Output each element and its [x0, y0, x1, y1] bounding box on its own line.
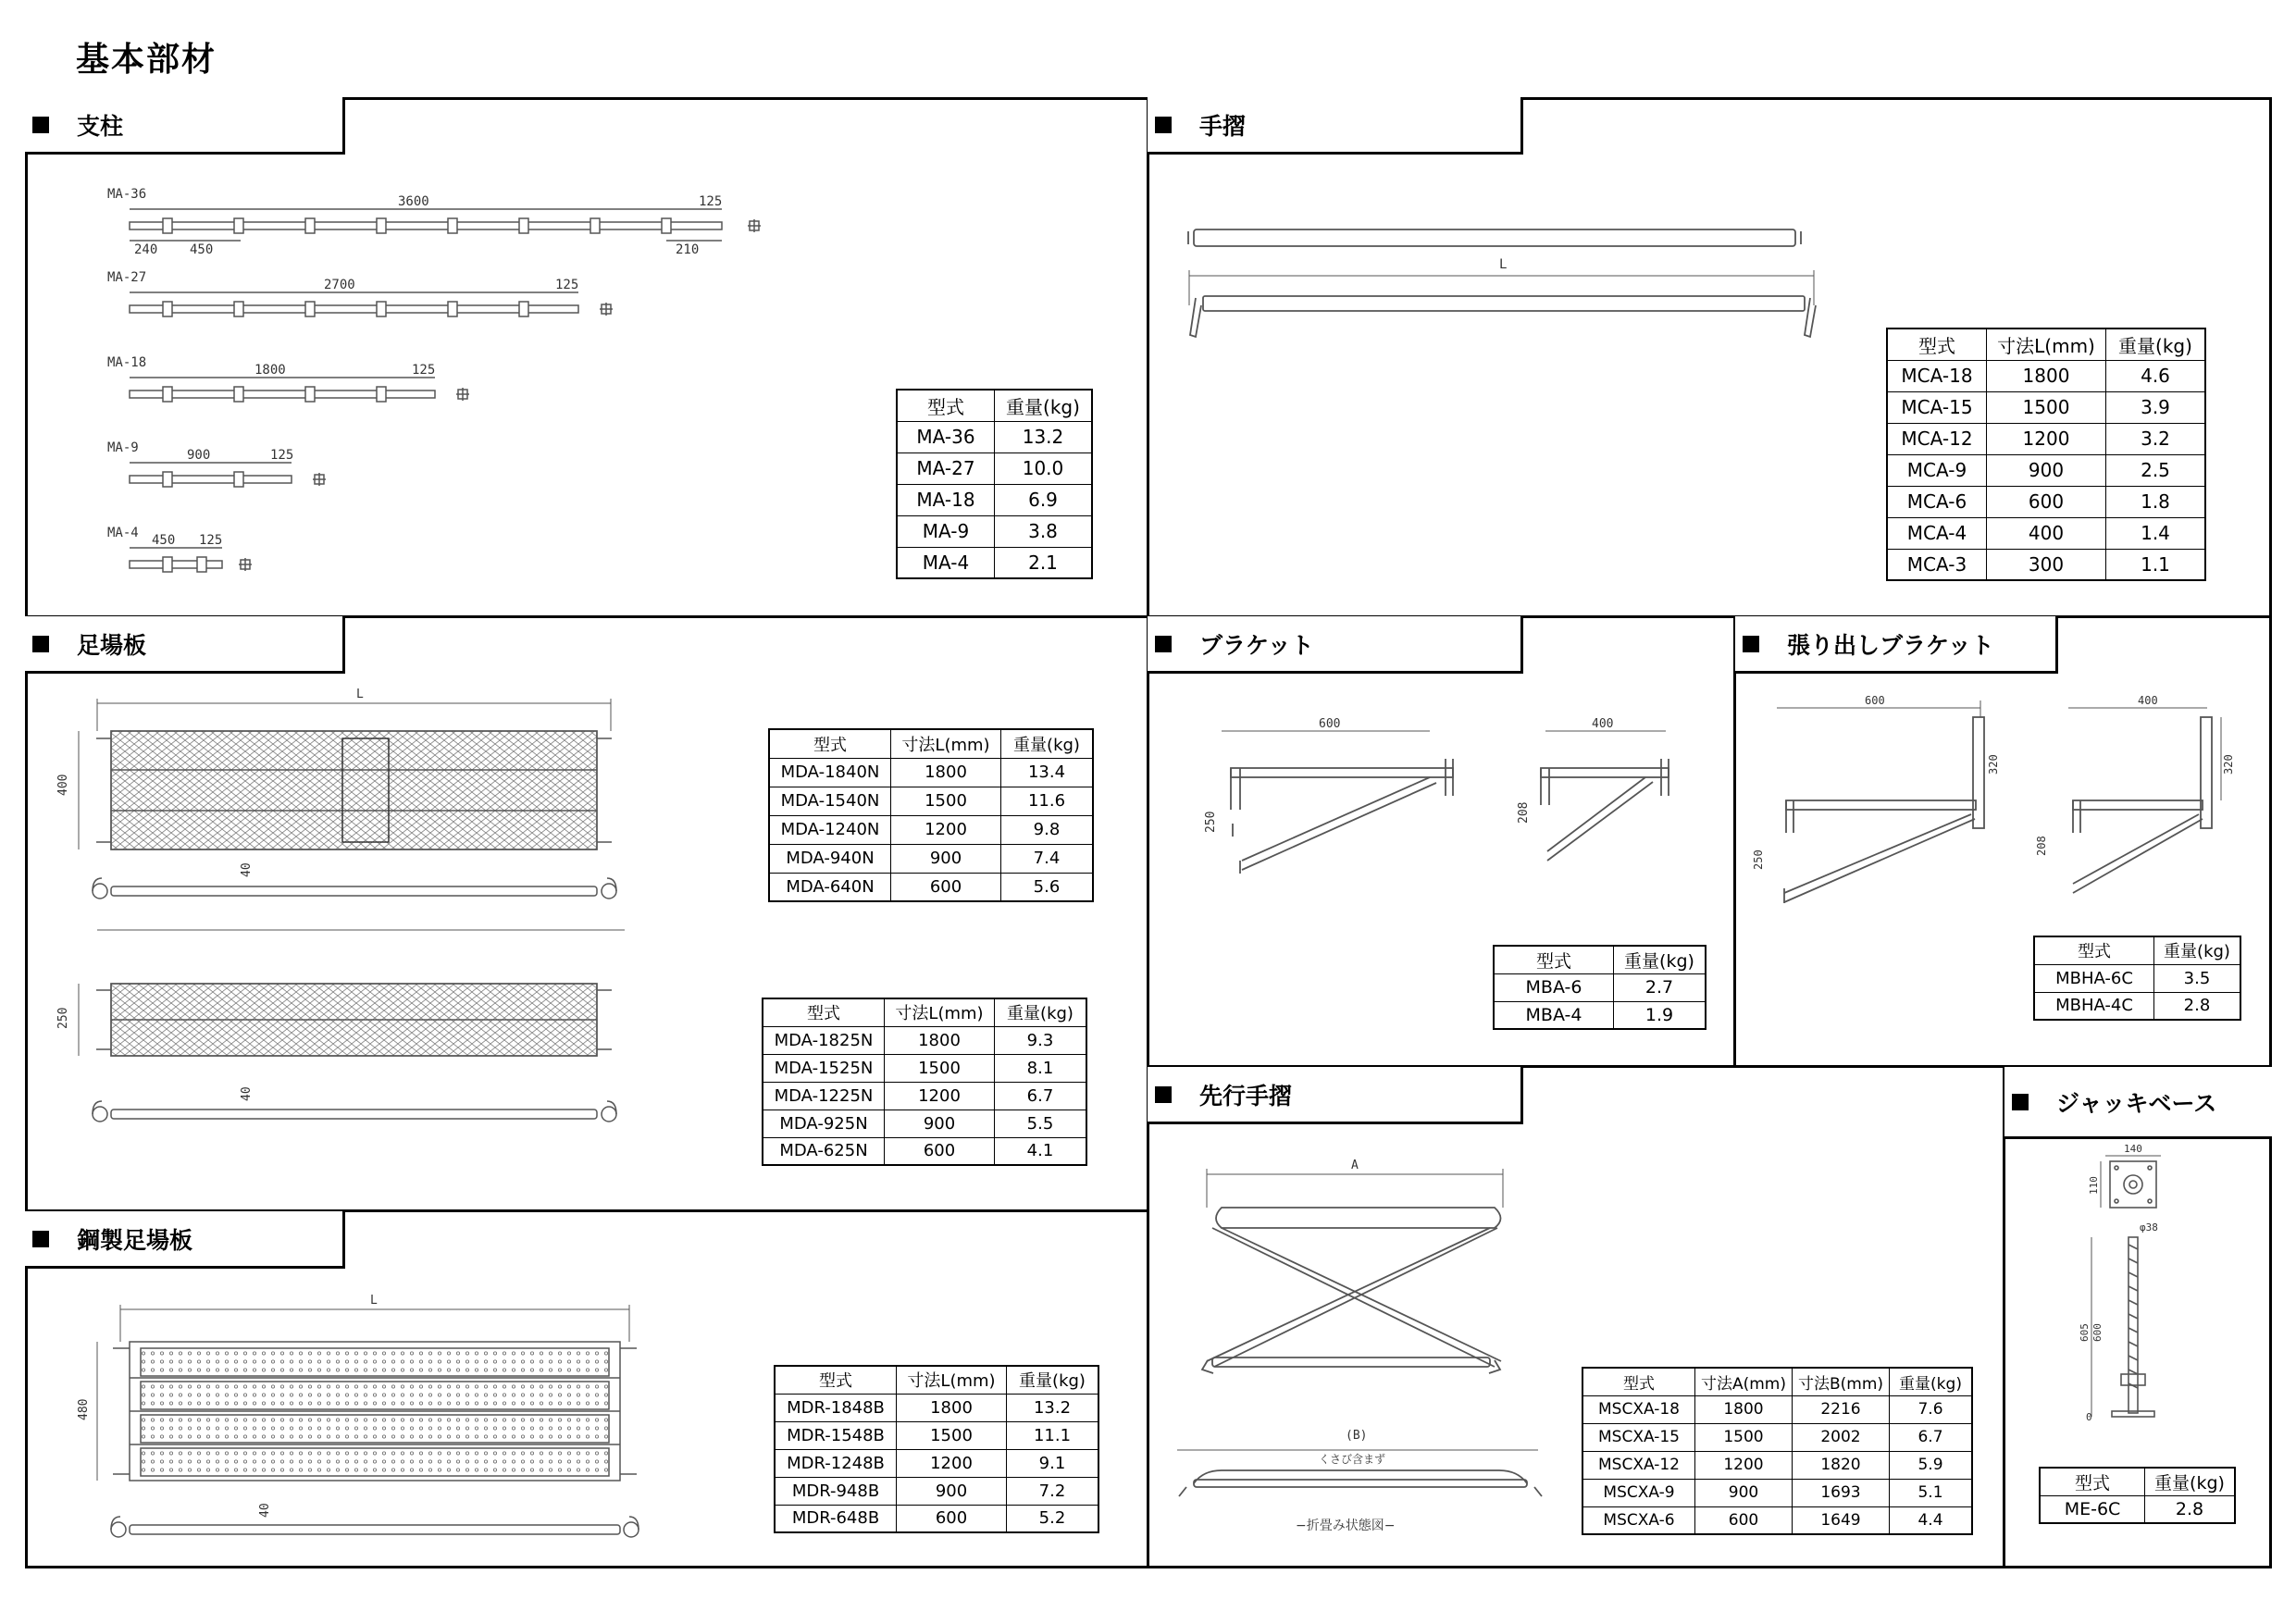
table-row — [1582, 1423, 1972, 1451]
table-tesuri — [1886, 328, 2206, 581]
table-cell: 5.2 — [1007, 1505, 1099, 1532]
dim-208: 208 — [2035, 836, 2048, 856]
label-ma36: MA-36 — [107, 187, 147, 202]
table-cell: MDR-1248B — [775, 1449, 897, 1477]
table-row — [1887, 423, 2205, 454]
table-cell: MDA-940N — [769, 844, 891, 873]
table-cell: MSCXA-6 — [1582, 1506, 1695, 1534]
header-cell: 型式 — [2040, 1468, 2145, 1495]
senko-drawing — [1166, 1152, 1555, 1545]
dim-125: 125 — [270, 448, 294, 463]
section-title-senko — [1148, 1067, 1523, 1124]
table-jack — [2039, 1467, 2236, 1524]
dim-1800: 1800 — [254, 363, 286, 378]
dim-320: 320 — [2222, 754, 2235, 775]
section-title-kosei — [25, 1211, 345, 1269]
dim-L: L — [1499, 257, 1508, 272]
dim-450: 450 — [152, 533, 176, 548]
table-row — [769, 873, 1093, 901]
jack-drawing — [2073, 1143, 2212, 1434]
table-header-row — [1887, 329, 2205, 360]
table-cell: 13.2 — [1007, 1394, 1099, 1421]
dim-208: 208 — [1517, 801, 1531, 824]
table-cell: 1500 — [885, 1054, 995, 1082]
table-cell: 8.1 — [995, 1054, 1087, 1082]
dim-40: 40 — [258, 1503, 272, 1518]
dim-3600: 3600 — [398, 194, 429, 209]
table-row — [897, 452, 1092, 484]
table-cell: 900 — [1695, 1479, 1793, 1506]
table-cell: 1800 — [1987, 360, 2106, 391]
table-row — [1887, 517, 2205, 549]
dim-125: 125 — [699, 194, 723, 209]
table-row — [763, 1026, 1086, 1054]
bullet-square-icon — [1155, 1086, 1172, 1103]
table-ashibaban-2 — [762, 998, 1087, 1166]
table-row — [1887, 360, 2205, 391]
header-cell: 寸法L(mm) — [897, 1366, 1007, 1394]
table-cell: 3.9 — [2106, 391, 2206, 423]
table-cell: 900 — [897, 1477, 1007, 1505]
table-cell: 600 — [1987, 486, 2106, 517]
table-bracket — [1493, 945, 1706, 1030]
header-cell: 型式 — [763, 998, 885, 1026]
table-cell: MDA-1240N — [769, 815, 891, 844]
dim-210: 210 — [676, 242, 700, 257]
table-cell: MDA-925N — [763, 1110, 885, 1137]
label-ma27: MA-27 — [107, 270, 147, 285]
header-cell: 重量(kg) — [995, 998, 1087, 1026]
table-cell: MDA-625N — [763, 1137, 885, 1165]
section-title-text: 足場板 — [77, 631, 147, 659]
table-cell: 1500 — [891, 787, 1001, 815]
divider-vertical-main — [1147, 97, 1149, 1568]
table-cell: MDA-1525N — [763, 1054, 885, 1082]
table-cell: 2.7 — [1614, 973, 1706, 1001]
header-cell: 重量(kg) — [1001, 729, 1094, 758]
table-cell: MBHA-6C — [2034, 964, 2154, 992]
table-row — [2034, 964, 2240, 992]
dim-250: 250 — [1204, 811, 1218, 833]
dim-600: 600 — [2091, 1323, 2104, 1342]
table-cell: 5.5 — [995, 1110, 1087, 1137]
header-cell: 型式 — [1494, 946, 1614, 973]
dim-40: 40 — [240, 1086, 254, 1101]
label-ma18: MA-18 — [107, 355, 147, 370]
header-cell: 型式 — [1887, 329, 1987, 360]
table-cell: MCA-18 — [1887, 360, 1987, 391]
label-kusabi: くさび含まず — [1319, 1453, 1386, 1466]
ashibaban-drawing — [56, 685, 666, 1138]
dim-L: L — [370, 1294, 378, 1308]
tesuri-drawing — [1185, 213, 1832, 352]
table-cell: MA-4 — [897, 547, 995, 578]
table-cell: 1800 — [897, 1394, 1007, 1421]
dim-min: 0 — [2086, 1411, 2092, 1423]
table-cell: 1.1 — [2106, 549, 2206, 580]
table-cell: 600 — [891, 873, 1001, 901]
dim-125: 125 — [555, 278, 579, 292]
dim-480: 480 — [77, 1398, 91, 1420]
table-row — [1887, 486, 2205, 517]
table-cell: 13.4 — [1001, 758, 1094, 787]
table-cell: 1500 — [1987, 391, 2106, 423]
header-cell: 型式 — [897, 390, 995, 421]
table-cell: 4.6 — [2106, 360, 2206, 391]
table-cell: MDR-648B — [775, 1505, 897, 1532]
table-header-row — [1582, 1368, 1972, 1395]
dim-A: A — [1351, 1159, 1359, 1172]
table-row — [1582, 1506, 1972, 1534]
table-cell: 1800 — [891, 758, 1001, 787]
dim-B: (B) — [1346, 1429, 1368, 1443]
table-cell: MA-18 — [897, 484, 995, 515]
table-row — [897, 421, 1092, 452]
table-cell: 3.2 — [2106, 423, 2206, 454]
table-cell: 600 — [897, 1505, 1007, 1532]
dim-140: 140 — [2124, 1143, 2142, 1155]
table-cell: 2.5 — [2106, 454, 2206, 486]
table-cell: 1800 — [885, 1026, 995, 1054]
dim-2700: 2700 — [324, 278, 355, 292]
table-header-row — [769, 729, 1093, 758]
header-cell: 型式 — [775, 1366, 897, 1394]
table-cell: 1.8 — [2106, 486, 2206, 517]
dim-900: 900 — [187, 448, 211, 463]
table-cell: MCA-12 — [1887, 423, 1987, 454]
table-cell: 2.8 — [2145, 1495, 2236, 1523]
divider-jack-split — [2003, 1066, 2005, 1568]
header-cell: 重量(kg) — [1890, 1368, 1973, 1395]
table-cell: MDA-1840N — [769, 758, 891, 787]
table-cell: 4.1 — [995, 1137, 1087, 1165]
table-row — [775, 1477, 1098, 1505]
table-row — [1887, 549, 2205, 580]
table-cell: 3.5 — [2154, 964, 2241, 992]
bullet-square-icon — [32, 117, 49, 133]
table-cell: 2.8 — [2154, 992, 2241, 1020]
dim-605: 605 — [2079, 1323, 2091, 1342]
table-cell: MDA-640N — [769, 873, 891, 901]
page-title: 基本部材 — [76, 41, 217, 79]
table-row — [763, 1082, 1086, 1110]
section-title-bracket — [1148, 616, 1523, 674]
table-row — [775, 1394, 1098, 1421]
dim-400: 400 — [2138, 694, 2158, 707]
table-row — [769, 844, 1093, 873]
table-cell: 1820 — [1793, 1451, 1890, 1479]
table-cell: 7.6 — [1890, 1395, 1973, 1423]
section-title-text: 鋼製足場板 — [77, 1226, 193, 1254]
table-row — [769, 758, 1093, 787]
table-cell: 1200 — [1987, 423, 2106, 454]
table-cell: ME-6C — [2040, 1495, 2145, 1523]
table-cell: 11.1 — [1007, 1421, 1099, 1449]
table-cell: MA-27 — [897, 452, 995, 484]
dim-600: 600 — [1865, 694, 1885, 707]
table-cell: 1693 — [1793, 1479, 1890, 1506]
table-cell: MDA-1825N — [763, 1026, 885, 1054]
table-cell: 9.1 — [1007, 1449, 1099, 1477]
table-cell: MA-36 — [897, 421, 995, 452]
table-cell: MBHA-4C — [2034, 992, 2154, 1020]
table-cell: 5.6 — [1001, 873, 1094, 901]
table-cell: MDA-1225N — [763, 1082, 885, 1110]
table-cell: MDR-948B — [775, 1477, 897, 1505]
table-cell: MSCXA-18 — [1582, 1395, 1695, 1423]
table-row — [769, 787, 1093, 815]
table-cell: 1200 — [885, 1082, 995, 1110]
label-ma9: MA-9 — [107, 440, 139, 455]
table-cell: 1200 — [891, 815, 1001, 844]
table-haridashi — [2033, 936, 2241, 1021]
header-cell: 寸法L(mm) — [891, 729, 1001, 758]
table-cell: MDR-1548B — [775, 1421, 897, 1449]
kosei-drawing — [74, 1291, 666, 1550]
bullet-square-icon — [1155, 636, 1172, 652]
table-row — [775, 1505, 1098, 1532]
table-cell: 900 — [891, 844, 1001, 873]
dim-600: 600 — [1319, 717, 1341, 731]
header-cell: 重量(kg) — [1614, 946, 1706, 973]
divider-bracket-split — [1733, 615, 1736, 1067]
bullet-square-icon — [1155, 117, 1172, 133]
table-row — [1887, 391, 2205, 423]
table-row — [763, 1054, 1086, 1082]
table-cell: 6.9 — [995, 484, 1093, 515]
table-header-row — [775, 1366, 1098, 1394]
header-cell: 寸法B(mm) — [1793, 1368, 1890, 1395]
dim-110: 110 — [2088, 1176, 2100, 1195]
section-title-jack — [2004, 1067, 2272, 1139]
table-cell: MDR-1848B — [775, 1394, 897, 1421]
section-title-text: ブラケット — [1199, 631, 1314, 659]
table-row — [775, 1421, 1098, 1449]
table-row — [1887, 454, 2205, 486]
section-title-ashibaban — [25, 616, 345, 674]
table-cell: 600 — [885, 1137, 995, 1165]
label-ma4: MA-4 — [107, 526, 139, 540]
table-kosei — [774, 1365, 1099, 1533]
bullet-square-icon — [2012, 1094, 2029, 1110]
bracket-drawing — [1203, 713, 1721, 898]
table-cell: 13.2 — [995, 421, 1093, 452]
table-cell: 400 — [1987, 517, 2106, 549]
table-cell: 2002 — [1793, 1423, 1890, 1451]
table-header-row — [1494, 946, 1706, 973]
dim-phi38: φ38 — [2140, 1221, 2158, 1233]
dim-400: 400 — [1592, 717, 1614, 731]
table-cell: 600 — [1695, 1506, 1793, 1534]
table-cell: 6.7 — [995, 1082, 1087, 1110]
table-row — [897, 484, 1092, 515]
table-senko — [1582, 1367, 1973, 1535]
table-row — [2040, 1495, 2235, 1523]
table-cell: 9.8 — [1001, 815, 1094, 844]
table-cell: 1.4 — [2106, 517, 2206, 549]
table-cell: 3.8 — [995, 515, 1093, 547]
header-cell: 重量(kg) — [2145, 1468, 2236, 1495]
table-cell: MCA-9 — [1887, 454, 1987, 486]
table-row — [763, 1110, 1086, 1137]
header-cell: 型式 — [769, 729, 891, 758]
table-cell: 9.3 — [995, 1026, 1087, 1054]
dim-240: 240 — [134, 242, 158, 257]
table-cell: 2.1 — [995, 547, 1093, 578]
header-cell: 寸法A(mm) — [1695, 1368, 1793, 1395]
table-shichu — [896, 389, 1093, 579]
dim-400: 400 — [56, 774, 70, 796]
section-title-text: 張り出しブラケット — [1787, 631, 1994, 659]
table-cell: 300 — [1987, 549, 2106, 580]
table-row — [1582, 1479, 1972, 1506]
table-cell: 5.1 — [1890, 1479, 1973, 1506]
table-row — [1494, 1001, 1706, 1029]
table-header-row — [2034, 936, 2240, 964]
table-cell: 1200 — [1695, 1451, 1793, 1479]
table-header-row — [897, 390, 1092, 421]
table-cell: 10.0 — [995, 452, 1093, 484]
table-cell: MSCXA-12 — [1582, 1451, 1695, 1479]
table-cell: 1500 — [897, 1421, 1007, 1449]
table-row — [2034, 992, 2240, 1020]
section-title-haridashi — [1735, 616, 2058, 674]
header-cell: 重量(kg) — [2154, 936, 2241, 964]
table-row — [1582, 1395, 1972, 1423]
table-row — [763, 1137, 1086, 1165]
dim-L: L — [356, 688, 364, 701]
header-cell: 重量(kg) — [995, 390, 1093, 421]
bullet-square-icon — [1743, 636, 1759, 652]
table-cell: MBA-6 — [1494, 973, 1614, 1001]
table-row — [897, 515, 1092, 547]
table-cell: 900 — [885, 1110, 995, 1137]
table-cell: 1800 — [1695, 1395, 1793, 1423]
table-cell: 2216 — [1793, 1395, 1890, 1423]
section-title-text: ジャッキベース — [2056, 1089, 2217, 1117]
table-cell: MSCXA-9 — [1582, 1479, 1695, 1506]
table-cell: MA-9 — [897, 515, 995, 547]
section-title-tesuri — [1148, 97, 1523, 155]
bullet-square-icon — [32, 636, 49, 652]
dim-125: 125 — [412, 363, 436, 378]
label-folded-state: −折畳み状態図− — [1296, 1519, 1396, 1533]
header-cell: 型式 — [1582, 1368, 1695, 1395]
table-cell: MSCXA-15 — [1582, 1423, 1695, 1451]
dim-250: 250 — [1752, 849, 1765, 870]
table-cell: 1.9 — [1614, 1001, 1706, 1029]
table-row — [1582, 1451, 1972, 1479]
table-cell: 1649 — [1793, 1506, 1890, 1534]
section-title-shichu — [25, 97, 345, 155]
header-cell: 型式 — [2034, 936, 2154, 964]
table-cell: MCA-6 — [1887, 486, 1987, 517]
table-cell: MCA-4 — [1887, 517, 1987, 549]
table-row — [775, 1449, 1098, 1477]
header-cell: 重量(kg) — [1007, 1366, 1099, 1394]
dim-450: 450 — [190, 242, 214, 257]
section-title-text: 手摺 — [1199, 112, 1247, 140]
table-cell: 6.7 — [1890, 1423, 1973, 1451]
table-cell: 7.4 — [1001, 844, 1094, 873]
table-cell: 1500 — [1695, 1423, 1793, 1451]
table-cell: 5.9 — [1890, 1451, 1973, 1479]
table-cell: 4.4 — [1890, 1506, 1973, 1534]
table-header-row — [763, 998, 1086, 1026]
dim-125: 125 — [199, 533, 223, 548]
header-cell: 寸法L(mm) — [885, 998, 995, 1026]
table-cell: 7.2 — [1007, 1477, 1099, 1505]
table-cell: 900 — [1987, 454, 2106, 486]
shichu-drawing — [93, 176, 777, 592]
table-row — [897, 547, 1092, 578]
dim-40: 40 — [240, 862, 254, 877]
table-cell: MCA-15 — [1887, 391, 1987, 423]
table-row — [1494, 973, 1706, 1001]
header-cell: 寸法L(mm) — [1987, 329, 2106, 360]
table-row — [769, 815, 1093, 844]
table-header-row — [2040, 1468, 2235, 1495]
table-cell: MCA-3 — [1887, 549, 1987, 580]
table-cell: 11.6 — [1001, 787, 1094, 815]
table-ashibaban-1 — [768, 728, 1094, 902]
dim-250: 250 — [56, 1007, 70, 1029]
section-title-text: 先行手摺 — [1199, 1082, 1293, 1110]
table-cell: 1200 — [897, 1449, 1007, 1477]
haridashi-drawing — [1749, 689, 2249, 911]
section-title-text: 支柱 — [77, 112, 124, 140]
table-cell: MBA-4 — [1494, 1001, 1614, 1029]
dim-320: 320 — [1987, 754, 2000, 775]
bullet-square-icon — [32, 1231, 49, 1247]
table-cell: MDA-1540N — [769, 787, 891, 815]
header-cell: 重量(kg) — [2106, 329, 2206, 360]
